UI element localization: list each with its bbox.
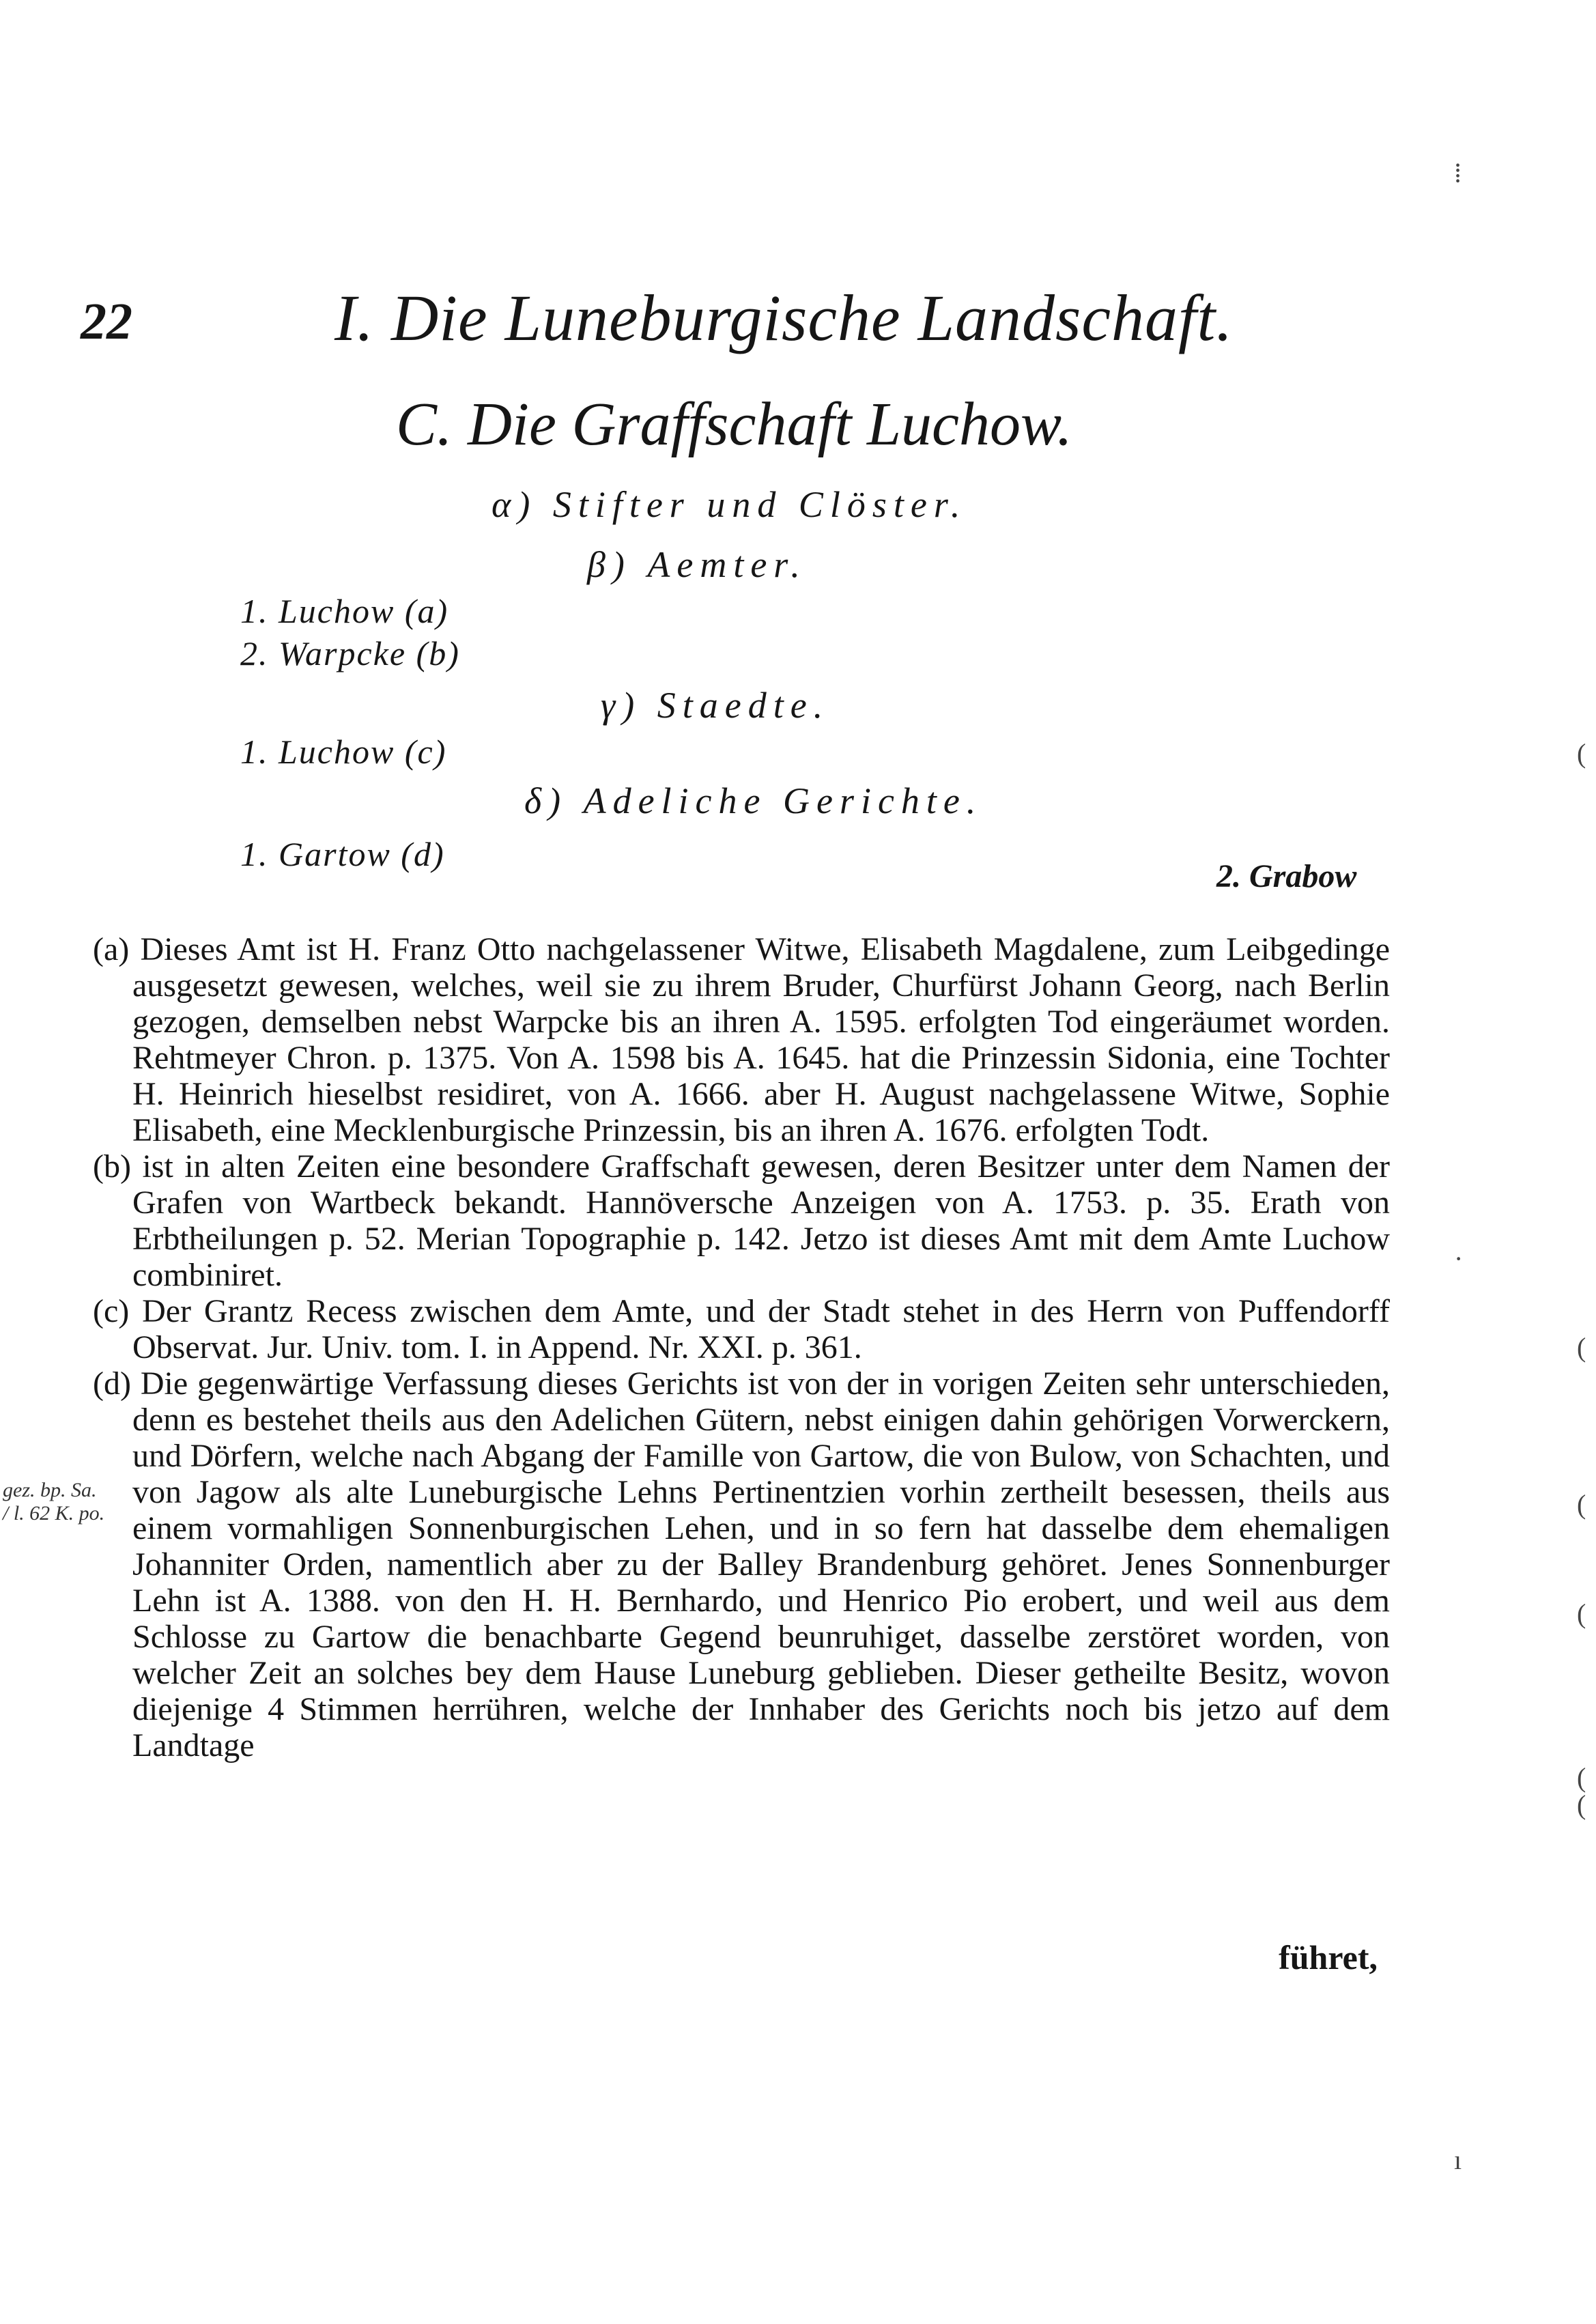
section-heading-aemter: β) Aemter. xyxy=(587,544,807,585)
margin-note: gez. bp. Sa. / l. 62 K. po. xyxy=(3,1479,105,1525)
list-item: 2. Grabow xyxy=(1216,858,1357,894)
chapter-subtitle: C. Die Graffschaft Luchow. xyxy=(396,391,1072,458)
section-heading-stifter: α) Stifter und Clöster. xyxy=(491,484,967,525)
footnote-c: (c) Der Grantz Recess zwischen dem Amte, und der Stadt stehet in des Herrn von Puffendorff Observat. Jur. Univ. tom. I. in Append. Nr. XXI. p. 361. xyxy=(93,1293,1390,1365)
list-item: 2. Warpcke (b) xyxy=(240,634,460,672)
page-number: 22 xyxy=(81,293,132,350)
catchword: führet, xyxy=(1279,1938,1378,1976)
running-header: I. Die Luneburgische Landschaft. xyxy=(334,281,1234,354)
section-heading-staedte: γ) Staedte. xyxy=(601,685,830,726)
footnote-d: (d) Die gegenwärtige Verfassung dieses Gerichts ist von der in vorigen Zeiten sehr unterschieden, denn es bestehet theils aus den Adelichen Gütern, nebst einigen dahin gehörigen Vorwerckern, und Dörfern, welche nach Abgang der Famille von Gartow, die von Bulow, von Schachten, und von Jagow als alte Luneburgische Lehns Pertinentzien vorhin zertheilt besessen, theils aus einem vormahligen Sonnenburgischen Lehen, und in so fern hat dasselbe dem ehemaligen Johanniter Orden, namentlich aber zu der Balley Brandenburg gehöret. Jenes Sonnenburger Lehn ist A. 1388. von den H. H. Bernhardo, und Henrico Pio erobert, und weil aus dem Schlosse zu Gartow die benachbarte Gegend beunruhiget, dasselbe zerstöret worden, von welcher Zeit an solches bey dem Hause Luneburg geblieben. Dieser getheilte Besitz, wovon diejenige 4 Stimmen herrühren, welche der Innhaber des Gerichts noch bis jetzo auf dem Landtage xyxy=(93,1365,1390,1763)
footnotes xyxy=(93,931,1390,1763)
section-heading-gerichte: δ) Adeliche Gerichte. xyxy=(524,780,983,821)
list-item: 1. Luchow (c) xyxy=(240,733,447,771)
footnote-b: (b) ist in alten Zeiten eine besondere Graffschaft gewesen, deren Besitzer unter dem Namen der Grafen von Wartbeck bekandt. Hannöversche Anzeigen von A. 1753. p. 35. Erath von Erbtheilungen p. 52. Merian Topographie p. 142. Jetzo ist dieses Amt mit dem Amte Luchow combiniret. xyxy=(93,1148,1390,1293)
list-item: 1. Luchow (a) xyxy=(240,592,449,630)
list-item: 1. Gartow (d) xyxy=(240,835,445,873)
footnote-a: (a) Dieses Amt ist H. Franz Otto nachgelassener Witwe, Elisabeth Magdalene, zum Leibgedinge ausgesetzt gewesen, welches, weil sie zu ihrem Bruder, Churfürst Johann Georg, nach Berlin gezogen, demselben nebst Warpcke bis an ihren A. 1595. erfolgten Tod eingeräumet worden. Rehtmeyer Chron. p. 1375. Von A. 1598 bis A. 1645. hat die Prinzessin Sidonia, eine Tochter H. Heinrich hieselbst residiret, von A. 1666. aber H. August nachgelassene Witwe, Sophie Elisabeth, eine Mecklenburgische Prinzessin, bis an ihren A. 1676. erfolgten Todt. xyxy=(93,931,1390,1148)
